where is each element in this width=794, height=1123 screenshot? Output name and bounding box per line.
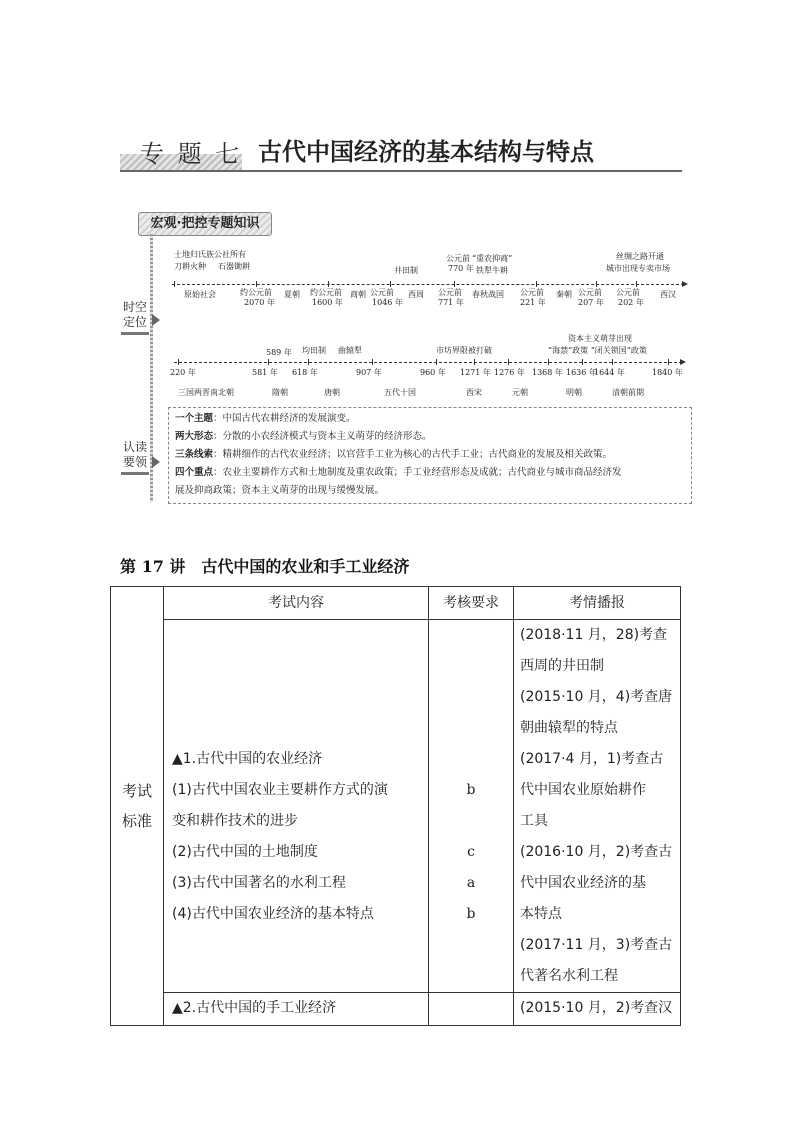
timeline-period: 商朝: [350, 290, 366, 299]
requirement-cell-handicraft: [429, 993, 514, 1026]
timeline-tick: [596, 281, 597, 287]
timeline-note: 均田制: [302, 346, 326, 355]
timeline-dynasty: 元朝: [512, 388, 528, 397]
requirement-level: [429, 993, 513, 1024]
reading-label: [120, 440, 150, 475]
timeline-note: 石器锄耕: [218, 262, 250, 271]
timeline-dynasty: 五代十国: [384, 388, 416, 397]
timeline-year: 1276 年: [494, 368, 525, 377]
report-line: 西周的井田制: [520, 658, 604, 674]
timeline-tick: [612, 359, 613, 365]
timeline-year: 1840 年: [652, 368, 683, 377]
timeline-date: 公元前: [520, 288, 544, 297]
reading-pointer-icon: [152, 456, 160, 468]
timeline-tick: [508, 359, 509, 365]
timeline-tick: [372, 359, 373, 365]
timeline-date: 1600 年: [312, 298, 343, 307]
timeline-date: 公元前: [370, 288, 394, 297]
timeline-note: 铁犁牛耕: [476, 266, 508, 275]
timeline-year: 907 年: [356, 368, 382, 377]
content-line: (3)古代中国著名的水利工程: [172, 875, 346, 891]
content-line: 变和耕作技术的进步: [172, 813, 298, 829]
reading-label-text: 认读要领: [122, 440, 147, 469]
timeline-row-1: [168, 246, 692, 316]
timeline-date: 公元前: [578, 288, 602, 297]
timeline-date: 202 年: [618, 298, 644, 307]
report-line: 工具: [520, 813, 548, 829]
content-line: (4)古代中国农业经济的基本特点: [172, 906, 374, 922]
timeline-tick: [536, 281, 537, 287]
report-line: 代著名水利工程: [520, 968, 618, 984]
timeline-tick: [268, 359, 269, 365]
content-line: ▲1.古代中国的农业经济: [172, 751, 323, 767]
timeline-tick: [328, 281, 329, 287]
reading-line: 四个重点：农业主要耕作方式和土地制度及重农政策；手工业经营形态及成就；古代商业与城市商品经济发: [175, 467, 622, 478]
timeline-period: 夏朝: [284, 290, 300, 299]
header-content: 考试内容: [164, 587, 429, 620]
requirement-level: c: [467, 844, 475, 860]
row-label: 标准: [121, 812, 152, 830]
timeline-note: 资本主义萌芽出现: [568, 334, 632, 343]
timeline-period: 秦朝: [556, 290, 572, 299]
timeline-note: 丝绸之路开通: [616, 252, 664, 261]
timeline-year: 960 年: [420, 368, 446, 377]
timeline-note: 土地归氏族公社所有: [174, 250, 246, 259]
header-report: 考情播报: [514, 587, 681, 620]
timeline-year: 581 年: [252, 368, 278, 377]
timeline-tick: [454, 281, 455, 287]
timeline-dynasty: 西宋: [466, 388, 482, 397]
timeline-year: 1644 年: [594, 368, 625, 377]
timeline-date: 771 年: [438, 298, 464, 307]
timeline-period: 西周: [408, 290, 424, 299]
report-cell-handicraft: [514, 993, 681, 1026]
timeline-note: 城市出现专卖市场: [606, 264, 670, 273]
report-line: (2016·10 月，2)考查古: [520, 844, 673, 860]
timeline-tick: [390, 281, 391, 287]
timeline-date: 公元前: [616, 288, 640, 297]
timeline-note: “重农抑商”: [472, 254, 513, 263]
chapter-title: 古代中国经济的基本结构与特点: [258, 137, 594, 166]
timeline-tick: [636, 281, 637, 287]
header-rule: [120, 170, 682, 172]
reading-box: [168, 407, 692, 504]
timeline-note: 770 年: [448, 264, 474, 273]
timeline-tick: [178, 359, 179, 365]
timeline-tick: [436, 359, 437, 365]
header-requirement: 考核要求: [429, 587, 514, 620]
timeline-note: 井田制: [394, 266, 418, 275]
timeline-period: 原始社会: [184, 290, 216, 299]
row-label: 考试: [121, 782, 152, 800]
timeline-tick: [474, 359, 475, 365]
timeline-year: 220 年: [170, 368, 196, 377]
timeline-year: 1636 年: [566, 368, 597, 377]
timeline-tick: [582, 359, 583, 365]
report-line: 代中国农业原始耕作: [520, 782, 646, 798]
timeline-date: 公元前: [438, 288, 462, 297]
reading-line: 两大形态：分散的小农经济模式与资本主义萌芽的经济形态。: [175, 431, 432, 442]
timeline-period: 春秋战国: [472, 290, 504, 299]
timeline-tick: [308, 359, 309, 365]
report-line: 朝曲辕犁的特点: [520, 720, 618, 736]
exam-standard-table: [110, 586, 681, 1026]
chapter-header: [120, 128, 682, 174]
timeline-date: 1046 年: [372, 298, 403, 307]
timeline-note: 刀耕火种: [174, 262, 206, 271]
content-line: ▲2.古代中国的手工业经济: [172, 1000, 337, 1016]
requirement-level: b: [466, 782, 476, 798]
content-cell-handicraft: [164, 993, 429, 1026]
timeline-date: 约公元前: [310, 288, 342, 297]
timeline-pointer-icon: [152, 314, 160, 326]
timeline-year: 618 年: [292, 368, 318, 377]
content-line: (1)古代中国农业主要耕作方式的演: [172, 782, 388, 798]
timeline-tick: [548, 359, 549, 365]
timeline-label: [120, 300, 150, 335]
timeline-year: 1368 年: [532, 368, 563, 377]
timeline-date: 207 年: [578, 298, 604, 307]
row-label-cell: [111, 587, 164, 1026]
timeline-period: 西汉: [660, 290, 676, 299]
reading-line: 一个主题：中国古代农耕经济的发展演变。: [175, 413, 356, 424]
report-line: (2017·4 月，1)考查古: [520, 751, 664, 767]
timeline-note: 市坊界限被打破: [436, 346, 492, 355]
requirement-level: a: [466, 875, 476, 891]
requirement-cell-agriculture: [429, 620, 514, 993]
report-line: (2015·10 月，2)考查汉: [520, 1000, 673, 1016]
timeline-dynasty: 唐朝: [324, 388, 340, 397]
timeline-label-text: 时空定位: [122, 300, 147, 329]
timeline-note: 曲辕犁: [338, 346, 362, 355]
macro-tag: 宏观·把控专题知识: [138, 212, 272, 236]
timeline-date: 221 年: [520, 298, 546, 307]
report-line: (2017·11 月，3)考查古: [520, 937, 673, 953]
timeline-note: “海禁”政策 “闭关锁国”政策: [548, 346, 647, 355]
lecture-title: 第 17 讲 古代中国的农业和手工业经济: [120, 557, 410, 576]
reading-line: 三条线索：精耕细作的古代农业经济；以官营手工业为核心的古代手工业；古代商业的发展及相关政策。: [175, 449, 613, 460]
requirement-level: b: [466, 906, 476, 922]
report-line: (2015·10 月，4)考查唐: [520, 689, 673, 705]
timeline-date: 约公元前: [240, 288, 272, 297]
timeline-note: 公元前: [446, 254, 470, 263]
content-line: (2)古代中国的土地制度: [172, 844, 318, 860]
timeline-tick: [256, 281, 257, 287]
timeline-row-2: [168, 334, 692, 402]
report-cell-agriculture: [514, 620, 681, 993]
timeline-year: 1271 年: [460, 368, 491, 377]
timeline-tick: [174, 281, 175, 287]
report-line: 代中国农业经济的基: [520, 875, 646, 891]
chapter-label: 专 题 七: [140, 140, 243, 168]
timeline-dynasty: 隋朝: [272, 388, 288, 397]
reading-line: 展及抑商政策；资本主义萌芽的出现与缓慢发展。: [175, 485, 385, 496]
timeline-tick: [668, 359, 669, 365]
report-line: 本特点: [520, 906, 562, 922]
content-cell-agriculture: [164, 620, 429, 993]
timeline-dynasty: 三国两晋南北朝: [178, 388, 234, 397]
timeline-date: 2070 年: [244, 298, 275, 307]
report-line: (2018·11 月，28)考查: [520, 627, 668, 643]
timeline-note: 589 年: [266, 348, 292, 357]
timeline-dynasty: 清朝前期: [612, 388, 644, 397]
timeline-dynasty: 明朝: [566, 388, 582, 397]
